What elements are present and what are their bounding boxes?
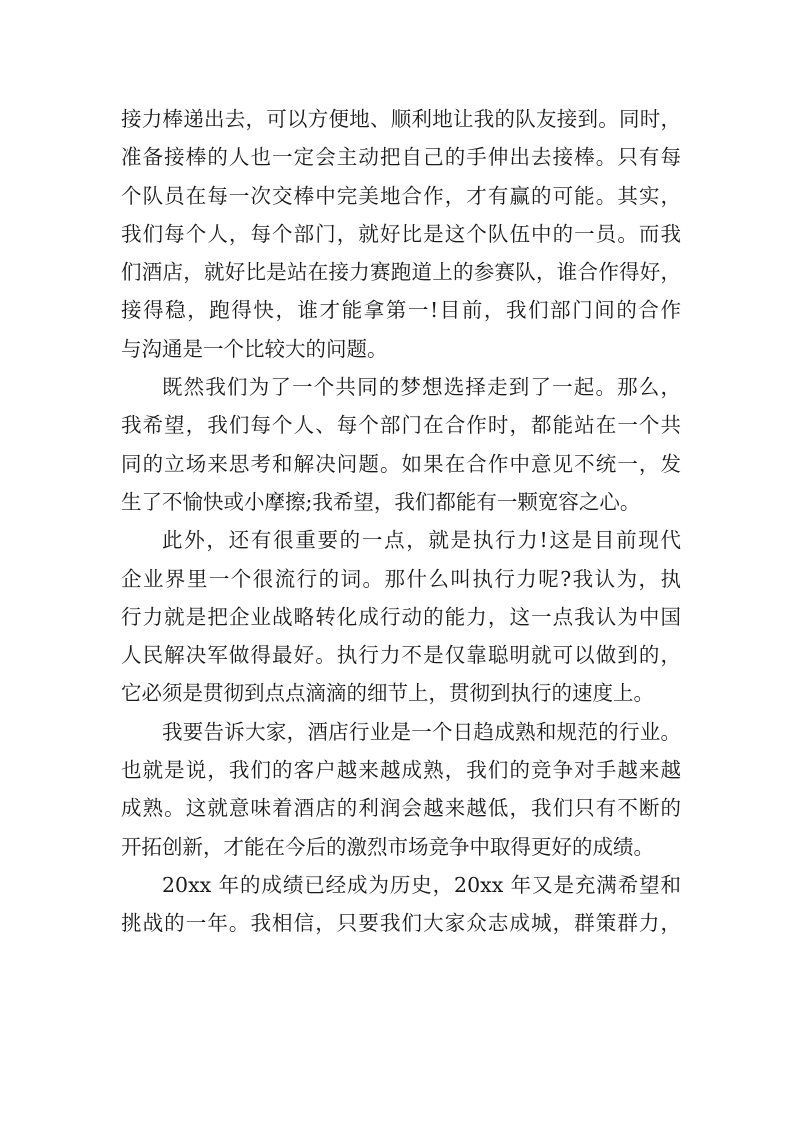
text-line: 企业界里一个很流行的词。那什么叫执行力呢?我认为，执 — [121, 566, 681, 591]
text-line: 它必须是贯彻到点点滴滴的细节上，贯彻到执行的速度上。 — [121, 681, 654, 706]
text-line: 也就是说，我们的客户越来越成熟，我们的竞争对手越来越 — [121, 758, 681, 783]
text-line: 20xx 年的成绩已经成为历史，20xx 年又是充满希望和 — [162, 872, 681, 897]
text-line: 们酒店，就好比是站在接力赛跑道上的参赛队，谁合作得好， — [121, 260, 681, 285]
text-line: 开拓创新，才能在今后的激烈市场竞争中取得更好的成绩。 — [121, 834, 654, 859]
text-line: 个队员在每一次交棒中完美地合作，才有赢的可能。其实， — [121, 183, 681, 208]
text-line: 我们每个人，每个部门，就好比是这个队伍中的一员。而我 — [121, 221, 681, 246]
text-line: 同的立场来思考和解决问题。如果在合作中意见不统一，发 — [121, 451, 681, 476]
text-line: 我要告诉大家，酒店行业是一个日趋成熟和规范的行业。 — [162, 719, 681, 744]
text-line: 与沟通是一个比较大的问题。 — [121, 336, 388, 361]
body-text — [121, 100, 681, 943]
text-line: 我希望，我们每个人、每个部门在合作时，都能站在一个共 — [121, 413, 681, 438]
text-line: 人民解决军做得最好。执行力不是仅靠聪明就可以做到的， — [121, 643, 681, 668]
text-line: 准备接棒的人也一定会主动把自己的手伸出去接棒。只有每 — [121, 145, 681, 170]
text-line: 行力就是把企业战略转化成行动的能力，这一点我认为中国 — [121, 604, 681, 629]
text-line: 挑战的一年。我相信，只要我们大家众志成城，群策群力， — [121, 911, 681, 936]
text-line: 既然我们为了一个共同的梦想选择走到了一起。那么， — [162, 375, 681, 400]
text-line: 成熟。这就意味着酒店的利润会越来越低，我们只有不断的 — [121, 796, 681, 821]
text-line: 接得稳，跑得快，谁才能拿第一!目前，我们部门间的合作 — [121, 298, 681, 323]
text-line: 生了不愉快或小摩擦;我希望，我们都能有一颗宽容之心。 — [121, 489, 641, 514]
text-line: 此外，还有很重要的一点，就是执行力!这是目前现代 — [162, 528, 681, 553]
text-line: 接力棒递出去，可以方便地、顺利地让我的队友接到。同时， — [121, 107, 681, 131]
